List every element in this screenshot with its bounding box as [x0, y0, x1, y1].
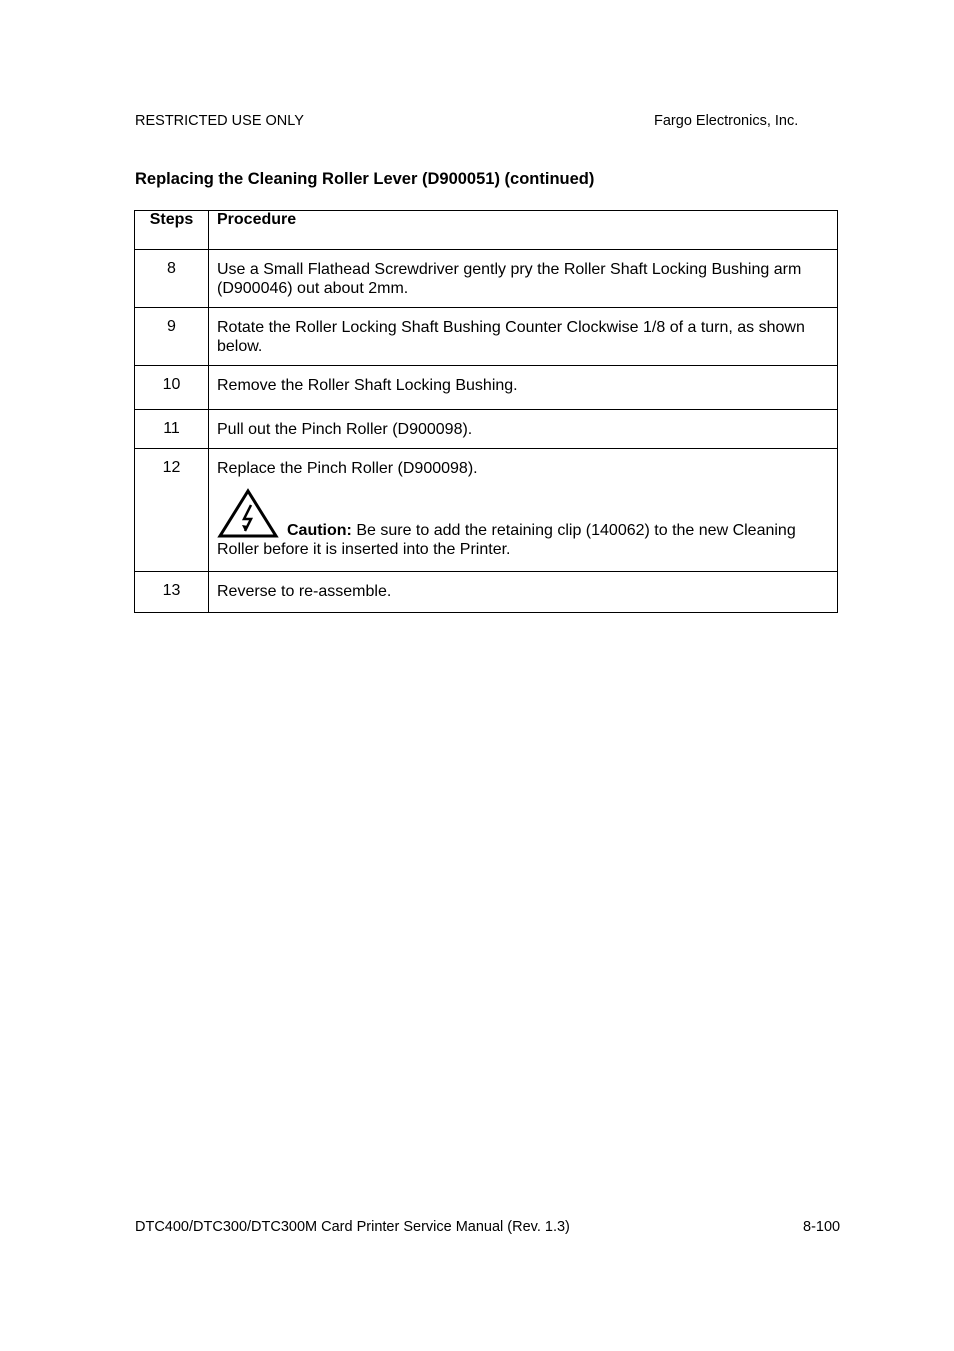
- caution-text: Be sure to add the retaining clip (140062) to the new Cleaning Roller before it is inserted into the Printer.: [217, 522, 796, 558]
- step-text: Reverse to re-assemble.: [209, 572, 838, 613]
- procedure-column-header: Procedure: [209, 211, 838, 250]
- step-text: Replace the Pinch Roller (D900098).: [217, 460, 478, 477]
- step-text: Use a Small Flathead Screwdriver gently pry the Roller Shaft Locking Bushing arm (D900046) out about 2mm.: [209, 250, 838, 308]
- table-row: [135, 250, 838, 308]
- step-text: Pull out the Pinch Roller (D900098).: [209, 410, 838, 449]
- footer-page-number: 8-100: [803, 1219, 841, 1235]
- step-text: Rotate the Roller Locking Shaft Bushing Counter Clockwise 1/8 of a turn, as shown below.: [209, 308, 838, 366]
- section-title: Replacing the Cleaning Roller Lever (D900051) (continued): [135, 170, 595, 188]
- table-header-row: [135, 211, 838, 250]
- electrical-hazard-warning-icon: [217, 488, 279, 540]
- step-number: 13: [135, 572, 209, 613]
- step-number: 12: [135, 449, 209, 572]
- table-row: [135, 449, 838, 572]
- header-restricted: RESTRICTED USE ONLY: [135, 113, 304, 129]
- footer-manual-title: DTC400/DTC300/DTC300M Card Printer Service Manual (Rev. 1.3): [135, 1219, 570, 1235]
- header-company: Fargo Electronics, Inc.: [654, 113, 799, 129]
- table-row: [135, 308, 838, 366]
- steps-column-header: Steps: [135, 211, 209, 250]
- step-cell-with-caution: [209, 449, 838, 572]
- caution-note: [217, 488, 827, 559]
- step-number: 11: [135, 410, 209, 449]
- step-number: 8: [135, 250, 209, 308]
- procedure-table: [134, 210, 838, 613]
- table-row: [135, 366, 838, 410]
- step-number: 9: [135, 308, 209, 366]
- step-number: 10: [135, 366, 209, 410]
- caution-label: Caution:: [287, 522, 352, 539]
- table-row: [135, 572, 838, 613]
- table-row: [135, 410, 838, 449]
- step-text: Remove the Roller Shaft Locking Bushing.: [209, 366, 838, 410]
